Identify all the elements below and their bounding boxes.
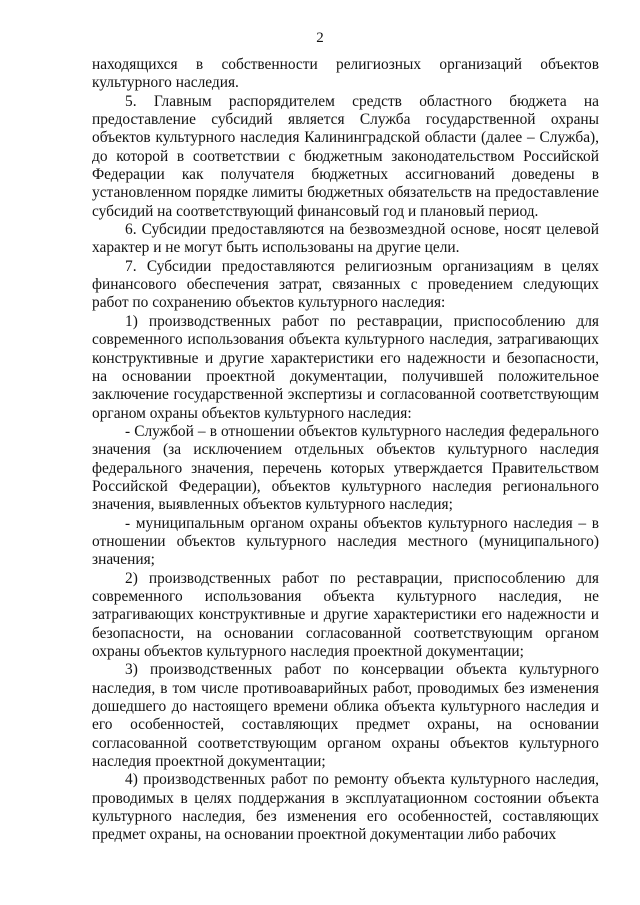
paragraph-item-5: 5. Главным распорядителем средств областного бюджета на предоставление субсидий является Служба государственной охраны объектов культурного наследия Калининградской области (далее – Служба), до которой в соответствии с бюджетным законодательством Российской Федерации как получателя бюджетных ассигнований доведены в установленном порядке лимиты бюджетных обязательств на предоставление субсидий на соответствующий финансовый год и плановый период. (92, 92, 599, 220)
paragraph-item-6: 6. Субсидии предоставляются на безвозмездной основе, носят целевой характер и не могут быть использованы на другие цели. (92, 221, 599, 257)
paragraph-item-7: 7. Субсидии предоставляются религиозным организациям в целях финансового обеспечения затрат, связанных с проведением следующих работ по сохранению объектов культурного наследия: (92, 257, 599, 312)
subitem-1-dash-service: - Службой – в отношении объектов культурного наследия федерального значения (за исключением отдельных объектов культурного наследия федерального значения, перечень которых утверждается Правительством Российской Федерации), объектов культурного наследия регионального значения, выявленных объектов культурного наследия; (92, 422, 599, 514)
paragraph-continuation: находящихся в собственности религиозных организаций объектов культурного наследия. (92, 56, 599, 92)
document-body (92, 56, 599, 845)
subitem-4: 4) производственных работ по ремонту объекта культурного наследия, проводимых в целях поддержания в эксплуатационном состоянии объекта культурного наследия, без изменения его особенностей, составляющих предмет охраны, на основании проектной документации либо рабочих (92, 771, 599, 844)
page-number: 2 (316, 30, 324, 46)
subitem-2: 2) производственных работ по реставрации, приспособлению для современного использования объекта культурного наследия, не затрагивающих конструктивные и другие характеристики его надежности и безопасности, на основании согласованной соответствующим органом охраны объектов культурного наследия проектной документации; (92, 569, 599, 660)
subitem-1: 1) производственных работ по реставрации, приспособлению для современного использования объекта культурного наследия, затрагивающих конструктивные и другие характеристики его надежности и безопасности, на основании проектной документации, получившей положительное заключение государственной экспертизы и согласованной соответствующим органом охраны объектов культурного наследия: (92, 312, 599, 422)
subitem-3: 3) производственных работ по консервации объекта культурного наследия, в том числе противоаварийных работ, проводимых без изменения дошедшего до настоящего времени облика объекта культурного наследия и его особенностей, составляющих предмет охраны, на основании согласованной соответствующим органом охраны объектов культурного наследия проектной документации; (92, 661, 599, 771)
subitem-1-dash-municipal: - муниципальным органом охраны объектов культурного наследия – в отношении объектов культурного наследия местного (муниципального) значения; (92, 514, 599, 569)
